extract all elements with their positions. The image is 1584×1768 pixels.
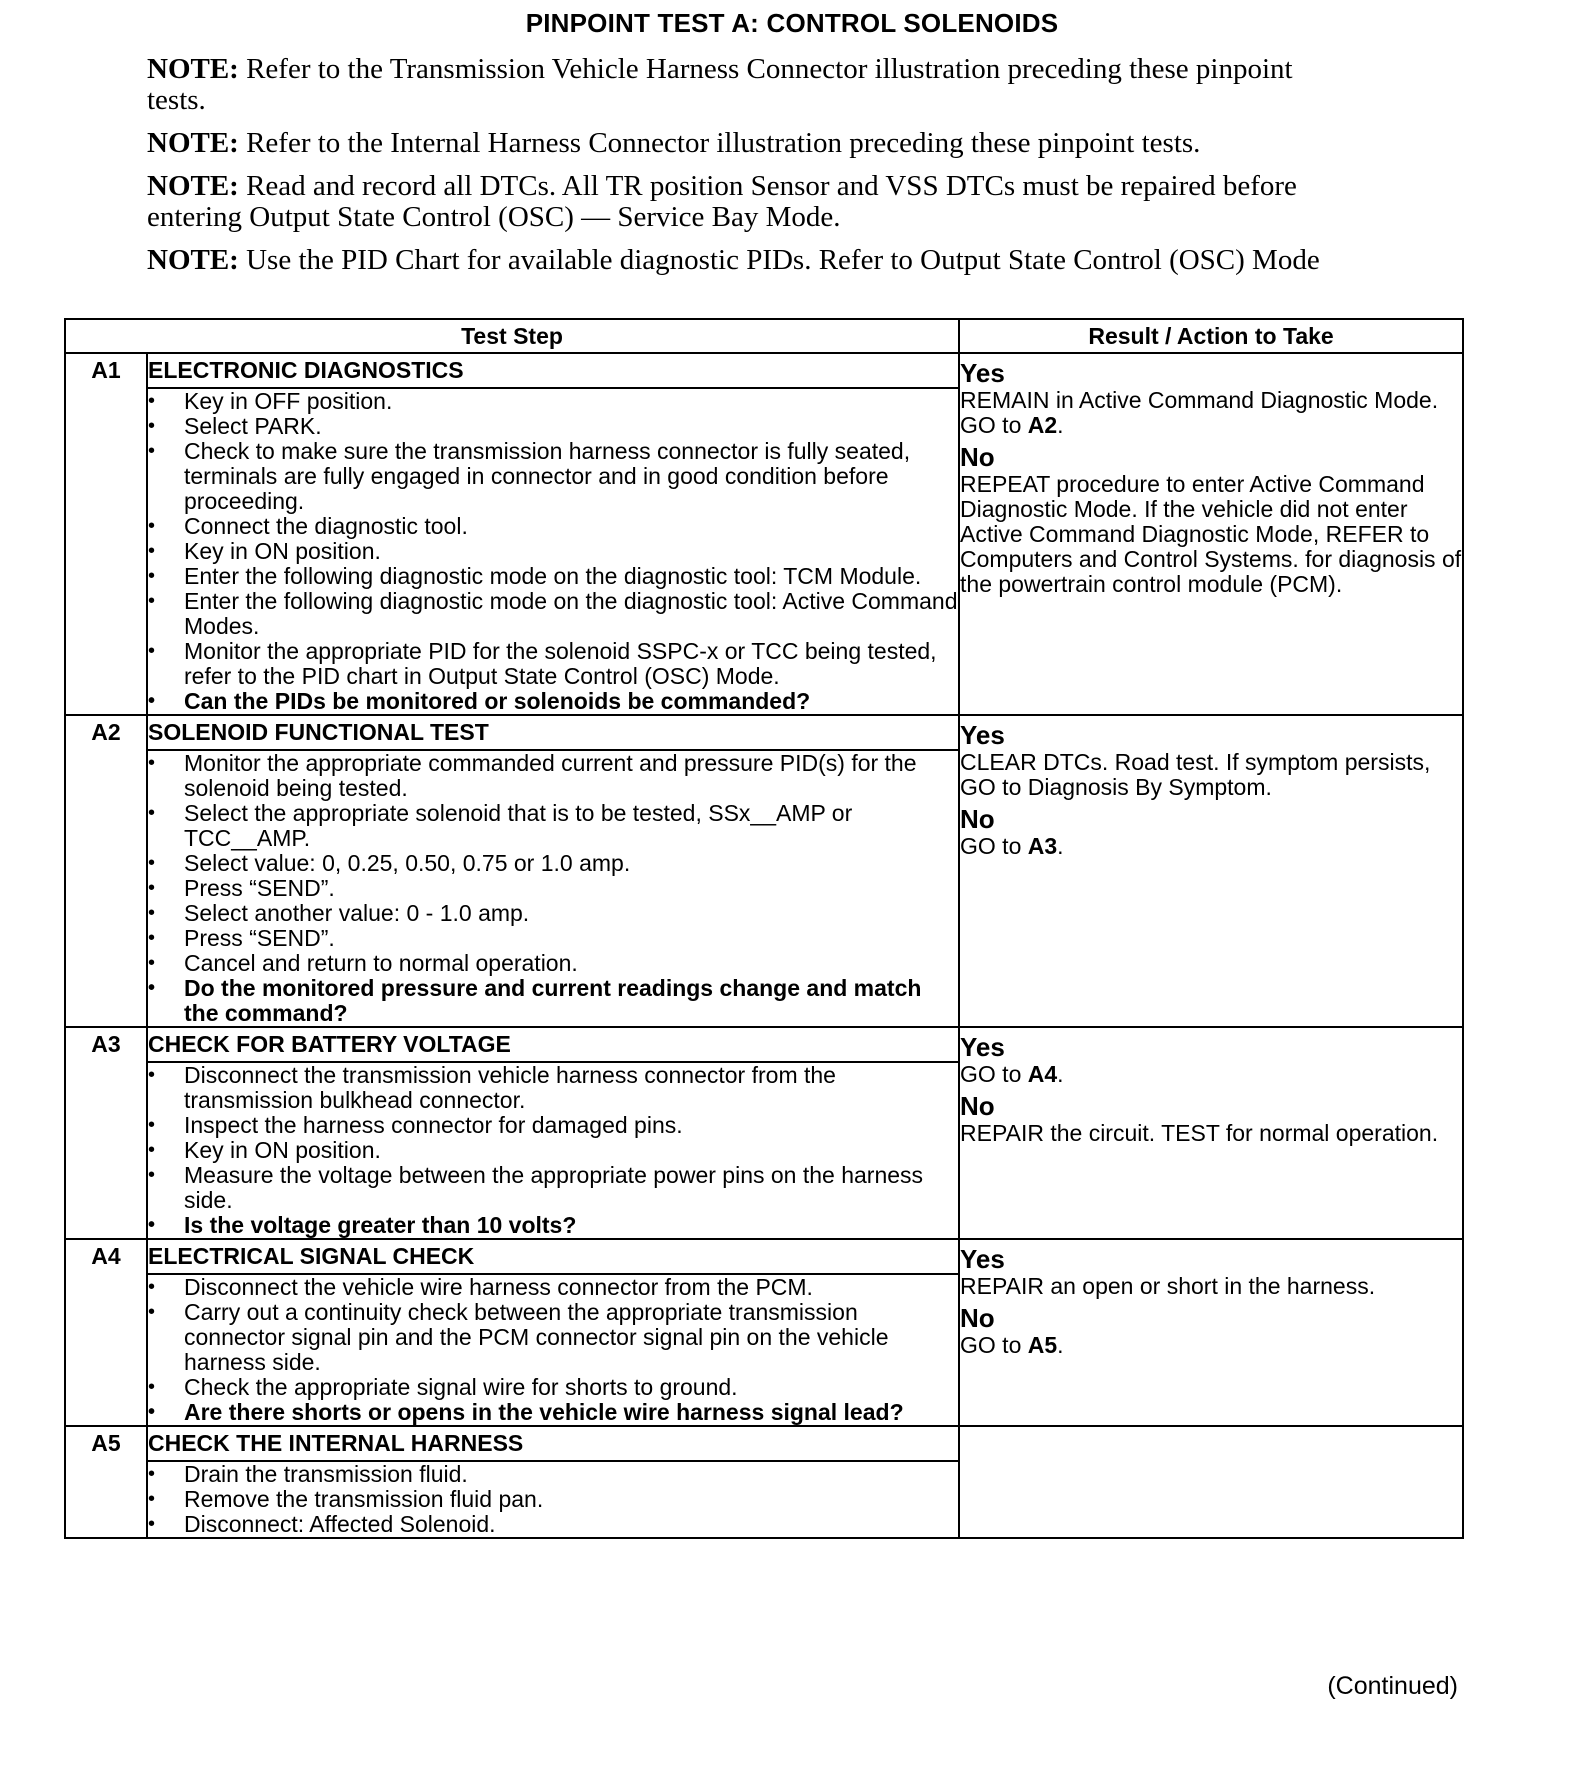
instruction-item: • Carry out a continuity check between the appropriate transmission connector signal pin and the PCM connector signal pin on the vehicle harness side. bbox=[148, 1300, 958, 1375]
yes-text: CLEAR DTCs. Road test. If symptom persists, GO to Diagnosis By Symptom. bbox=[960, 749, 1431, 800]
note-text: Refer to the Internal Harness Connector illustration preceding these pinpoint tests. bbox=[246, 127, 1201, 159]
no-text: REPAIR the circuit. TEST for normal operation. bbox=[960, 1120, 1439, 1146]
step-title-row bbox=[65, 715, 1463, 750]
step-id: A3 bbox=[65, 1027, 147, 1239]
no-label: No bbox=[960, 1303, 995, 1333]
result-action-cell bbox=[959, 1426, 1463, 1538]
note-text: Refer to the Transmission Vehicle Harness Connector illustration preceding these pinpoint tests. bbox=[147, 53, 1293, 116]
instruction-list bbox=[148, 1462, 958, 1537]
instruction-item: • Press “SEND”. bbox=[148, 926, 958, 951]
instruction-list bbox=[148, 751, 958, 1026]
instruction-item: • Press “SEND”. bbox=[148, 876, 958, 901]
result-action-cell bbox=[959, 1027, 1463, 1239]
instruction-item: • Inspect the harness connector for damaged pins. bbox=[148, 1113, 958, 1138]
no-label: No bbox=[960, 804, 995, 834]
instruction-list bbox=[148, 1275, 958, 1425]
instruction-item: • Disconnect the transmission vehicle harness connector from the transmission bulkhead connector. bbox=[148, 1063, 958, 1113]
note-text: Read and record all DTCs. All TR position Sensor and VSS DTCs must be repaired before entering Output State Control (OSC) — Service Bay Mode. bbox=[147, 170, 1297, 233]
step-question: • Can the PIDs be monitored or solenoids be commanded? bbox=[148, 689, 958, 714]
no-text: GO to bbox=[960, 833, 1022, 859]
no-step-ref: A5 bbox=[1027, 1332, 1058, 1358]
yes-action: REMAIN in Active Command Diagnostic Mode. GO to A2. bbox=[960, 387, 1439, 438]
instruction-item: • Drain the transmission fluid. bbox=[148, 1462, 958, 1487]
yes-label: Yes bbox=[960, 720, 1005, 750]
no-step-ref: A3 bbox=[1027, 833, 1058, 859]
step-id: A5 bbox=[65, 1426, 147, 1538]
page-title: PINPOINT TEST A: CONTROL SOLENOIDS bbox=[525, 8, 1059, 38]
note-label: NOTE: bbox=[147, 170, 239, 202]
instruction-item: • Monitor the appropriate PID for the solenoid SSPC-x or TCC being tested, refer to the PID chart in Output State Control (OSC) Mode. bbox=[148, 639, 958, 689]
yes-text: GO to bbox=[960, 1061, 1022, 1087]
instruction-item: • Select another value: 0 - 1.0 amp. bbox=[148, 901, 958, 926]
step-title-row bbox=[65, 353, 1463, 388]
step-id: A1 bbox=[65, 353, 147, 715]
note-label: NOTE: bbox=[147, 53, 239, 85]
no-action: GO to A3. bbox=[960, 833, 1064, 859]
no-action bbox=[960, 1121, 1462, 1146]
test-step-header: Test Step bbox=[65, 319, 959, 353]
step-title: ELECTRONIC DIAGNOSTICS bbox=[147, 353, 959, 388]
instruction-list bbox=[148, 389, 958, 714]
instruction-item: • Enter the following diagnostic mode on the diagnostic tool: Active Command Modes. bbox=[148, 589, 958, 639]
instruction-item: • Remove the transmission fluid pan. bbox=[148, 1487, 958, 1512]
steps-body bbox=[65, 353, 1463, 1538]
yes-action bbox=[960, 1274, 1462, 1299]
step-title: SOLENOID FUNCTIONAL TEST bbox=[147, 715, 959, 750]
step-title-row bbox=[65, 1239, 1463, 1274]
instruction-item: • Measure the voltage between the appropriate power pins on the harness side. bbox=[148, 1163, 958, 1213]
instruction-item: • Disconnect the vehicle wire harness connector from the PCM. bbox=[148, 1275, 958, 1300]
yes-action: GO to A4. bbox=[960, 1061, 1064, 1087]
note bbox=[147, 171, 1347, 233]
step-title-row bbox=[65, 1027, 1463, 1062]
pinpoint-test-table bbox=[64, 318, 1464, 1539]
yes-text: REPAIR an open or short in the harness. bbox=[960, 1273, 1376, 1299]
continued-label: (Continued) bbox=[1327, 1672, 1458, 1700]
no-text: REPEAT procedure to enter Active Command Diagnostic Mode. If the vehicle did not enter Active Command Diagnostic Mode, REFER to Computers and Control Systems. for diagnosis of the powertrain control module (PCM). bbox=[960, 471, 1462, 597]
step-id: A4 bbox=[65, 1239, 147, 1426]
step-title: CHECK FOR BATTERY VOLTAGE bbox=[147, 1027, 959, 1062]
table-header-row bbox=[65, 319, 1463, 353]
instruction-item: • Connect the diagnostic tool. bbox=[148, 514, 958, 539]
note-text: Use the PID Chart for available diagnostic PIDs. Refer to Output State Control (OSC) Mode bbox=[246, 244, 1320, 276]
yes-step-ref: A4 bbox=[1027, 1061, 1058, 1087]
yes-label: Yes bbox=[960, 1244, 1005, 1274]
instruction-item: • Select the appropriate solenoid that is to be tested, SSx__AMP or TCC__AMP. bbox=[148, 801, 958, 851]
step-title-row bbox=[65, 1426, 1463, 1461]
instruction-list bbox=[148, 1063, 958, 1238]
instruction-item: • Check the appropriate signal wire for shorts to ground. bbox=[148, 1375, 958, 1400]
step-instructions-cell bbox=[147, 1062, 959, 1239]
result-action-cell bbox=[959, 353, 1463, 715]
instruction-item: • Monitor the appropriate commanded current and pressure PID(s) for the solenoid being tested. bbox=[148, 751, 958, 801]
yes-step-ref: A2 bbox=[1027, 412, 1058, 438]
instruction-item: • Select value: 0, 0.25, 0.50, 0.75 or 1.0 amp. bbox=[148, 851, 958, 876]
step-title: CHECK THE INTERNAL HARNESS bbox=[147, 1426, 959, 1461]
notes-section bbox=[147, 54, 1347, 288]
no-text: GO to bbox=[960, 1332, 1022, 1358]
instruction-item: • Check to make sure the transmission harness connector is fully seated, terminals are fully engaged in connector and in good condition before proceeding. bbox=[148, 439, 958, 514]
instruction-item: • Key in ON position. bbox=[148, 539, 958, 564]
result-action-cell bbox=[959, 715, 1463, 1027]
instruction-item: • Select PARK. bbox=[148, 414, 958, 439]
note-label: NOTE: bbox=[147, 244, 239, 276]
result-action-cell bbox=[959, 1239, 1463, 1426]
step-instructions-cell bbox=[147, 388, 959, 715]
note bbox=[147, 245, 1347, 276]
instruction-item: • Cancel and return to normal operation. bbox=[148, 951, 958, 976]
yes-text: REMAIN in Active Command Diagnostic Mode. GO to bbox=[960, 387, 1439, 438]
instruction-item: • Disconnect: Affected Solenoid. bbox=[148, 1512, 958, 1537]
no-action: GO to A5. bbox=[960, 1332, 1064, 1358]
result-header: Result / Action to Take bbox=[959, 319, 1463, 353]
no-action bbox=[960, 472, 1462, 597]
note bbox=[147, 54, 1347, 116]
step-title: ELECTRICAL SIGNAL CHECK bbox=[147, 1239, 959, 1274]
instruction-item: • Enter the following diagnostic mode on the diagnostic tool: TCM Module. bbox=[148, 564, 958, 589]
step-instructions-cell bbox=[147, 1461, 959, 1538]
step-question: • Do the monitored pressure and current readings change and match the command? bbox=[148, 976, 958, 1026]
instruction-item: • Key in ON position. bbox=[148, 1138, 958, 1163]
step-question: • Are there shorts or opens in the vehicle wire harness signal lead? bbox=[148, 1400, 958, 1425]
instruction-item: • Key in OFF position. bbox=[148, 389, 958, 414]
no-label: No bbox=[960, 1091, 995, 1121]
step-instructions-cell bbox=[147, 750, 959, 1027]
note bbox=[147, 128, 1347, 159]
yes-label: Yes bbox=[960, 358, 1005, 388]
step-id: A2 bbox=[65, 715, 147, 1027]
yes-label: Yes bbox=[960, 1032, 1005, 1062]
step-instructions-cell bbox=[147, 1274, 959, 1426]
yes-action bbox=[960, 750, 1462, 800]
note-label: NOTE: bbox=[147, 127, 239, 159]
no-label: No bbox=[960, 442, 995, 472]
step-question: • Is the voltage greater than 10 volts? bbox=[148, 1213, 958, 1238]
